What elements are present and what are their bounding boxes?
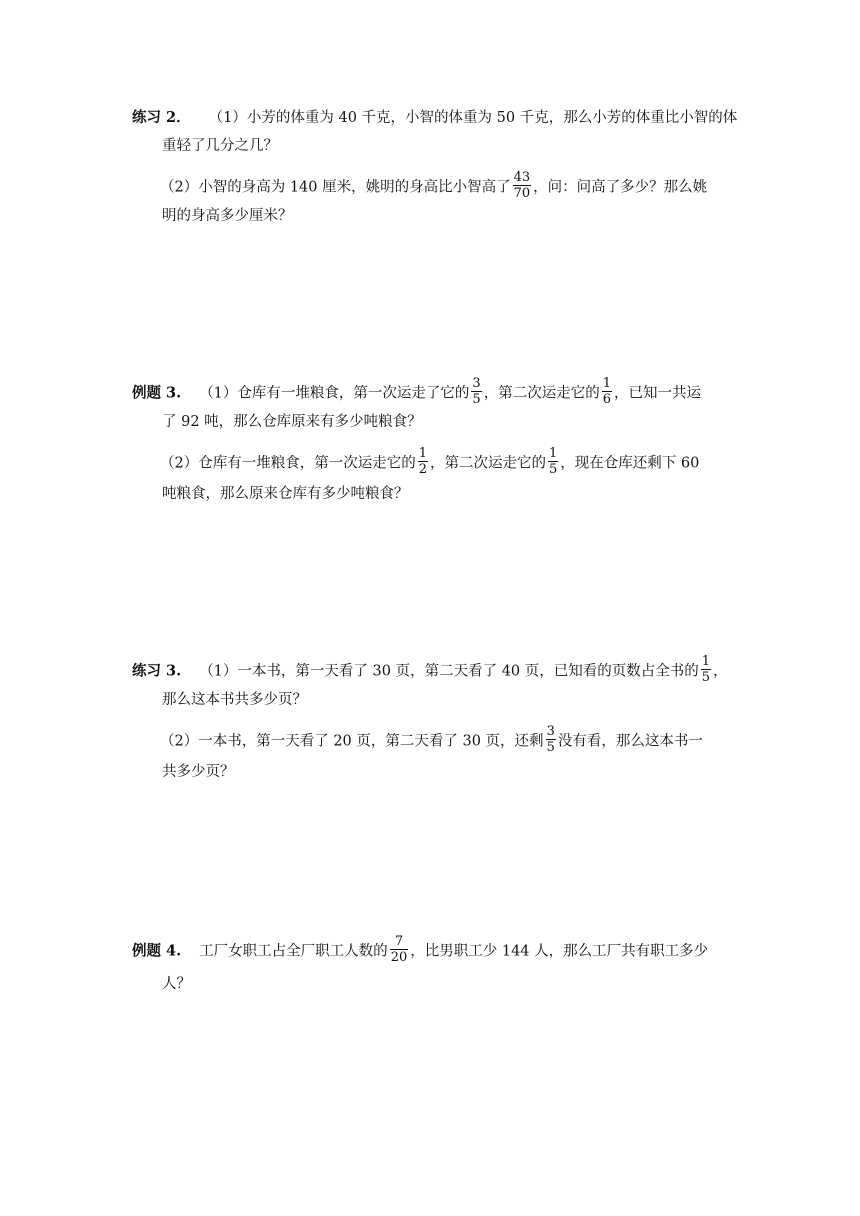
question-text: （1）小芳的体重为 40 千克，小智的体重为 50 千克，那么小芳的体重比小智的体 <box>208 110 738 126</box>
denominator: 5 <box>546 740 555 755</box>
denominator: 5 <box>701 670 711 685</box>
question-text: 没有看，那么这本书一 <box>557 733 703 750</box>
numerator: 1 <box>418 446 428 461</box>
question-text: （2）一本书，第一天看了 20 页，第二天看了 30 页，还剩 <box>160 733 544 750</box>
fraction <box>513 170 532 201</box>
question-text: 那么这本书共多少页？ <box>162 692 307 708</box>
exercise-2-line-4 <box>162 206 293 226</box>
numerator: 3 <box>546 724 555 739</box>
exercise-3-line-1 <box>132 656 728 687</box>
question-text: 工厂女职工占全厂职工人数的 <box>199 943 388 960</box>
denominator: 5 <box>549 462 558 477</box>
question-text: 明的身高多少厘米？ <box>162 208 293 224</box>
question-text: ，现在仓库还剩下 60 <box>560 455 700 472</box>
example-3-line-3 <box>160 448 699 479</box>
question-text: ， <box>713 663 728 680</box>
question-text: 共多少页？ <box>162 764 235 780</box>
fraction <box>548 446 558 477</box>
exercise-3-line-4 <box>162 762 235 782</box>
question-text: ，第二次运走它的 <box>483 385 600 402</box>
exercise-2-line-1 <box>132 108 737 128</box>
fraction <box>602 376 612 407</box>
numerator: 3 <box>472 376 481 391</box>
denominator: 5 <box>472 392 481 407</box>
example-3-line-2 <box>162 412 422 432</box>
numerator: 1 <box>602 376 611 391</box>
question-text: ，已知一共运 <box>613 385 701 402</box>
example-label: 例题 3. <box>132 384 182 402</box>
fraction <box>471 376 481 407</box>
example-4-line-1 <box>132 936 708 967</box>
question-text: （1）仓库有一堆粮食，第一次运走了它的 <box>199 385 470 402</box>
question-text: ，第二次运走它的 <box>430 455 547 472</box>
question-text: 吨粮食，那么原来仓库有多少吨粮食？ <box>162 486 409 502</box>
example-3-line-1 <box>132 378 701 409</box>
fraction <box>546 724 556 755</box>
exercise-label: 练习 3. <box>132 662 182 680</box>
numerator: 7 <box>394 934 404 949</box>
example-4-line-2 <box>162 974 191 994</box>
denominator: 2 <box>418 462 428 477</box>
exercise-3-line-2 <box>162 690 307 710</box>
denominator: 6 <box>602 392 611 407</box>
numerator: 1 <box>701 654 711 669</box>
fraction <box>390 934 409 965</box>
question-text: ，比男职工少 144 人，那么工厂共有职工多少 <box>410 943 709 960</box>
exercise-2-line-3 <box>160 172 707 203</box>
question-text: ，问：问高了多少？那么姚 <box>533 179 708 196</box>
question-text: 人？ <box>162 976 191 992</box>
exercise-2-line-2 <box>162 136 278 156</box>
example-3-line-4 <box>162 484 409 504</box>
numerator: 1 <box>549 446 558 461</box>
denominator: 70 <box>513 186 531 201</box>
question-text: （2）小智的身高为 140 厘米，姚明的身高比小智高了 <box>160 179 511 196</box>
question-text: （2）仓库有一堆粮食，第一次运走它的 <box>160 455 416 472</box>
exercise-3-line-3 <box>160 726 703 757</box>
exercise-label: 练习 2． <box>132 109 191 126</box>
example-label: 例题 4. <box>132 942 182 960</box>
fraction <box>418 446 428 477</box>
fraction <box>701 654 711 685</box>
denominator: 20 <box>390 950 408 965</box>
numerator: 43 <box>513 170 531 185</box>
question-text: （1）一本书，第一天看了 30 页，第二天看了 40 页，已知看的页数占全书的 <box>199 663 699 680</box>
question-text: 了 92 吨，那么仓库原来有多少吨粮食？ <box>162 414 422 430</box>
question-text: 重轻了几分之几？ <box>162 138 278 154</box>
